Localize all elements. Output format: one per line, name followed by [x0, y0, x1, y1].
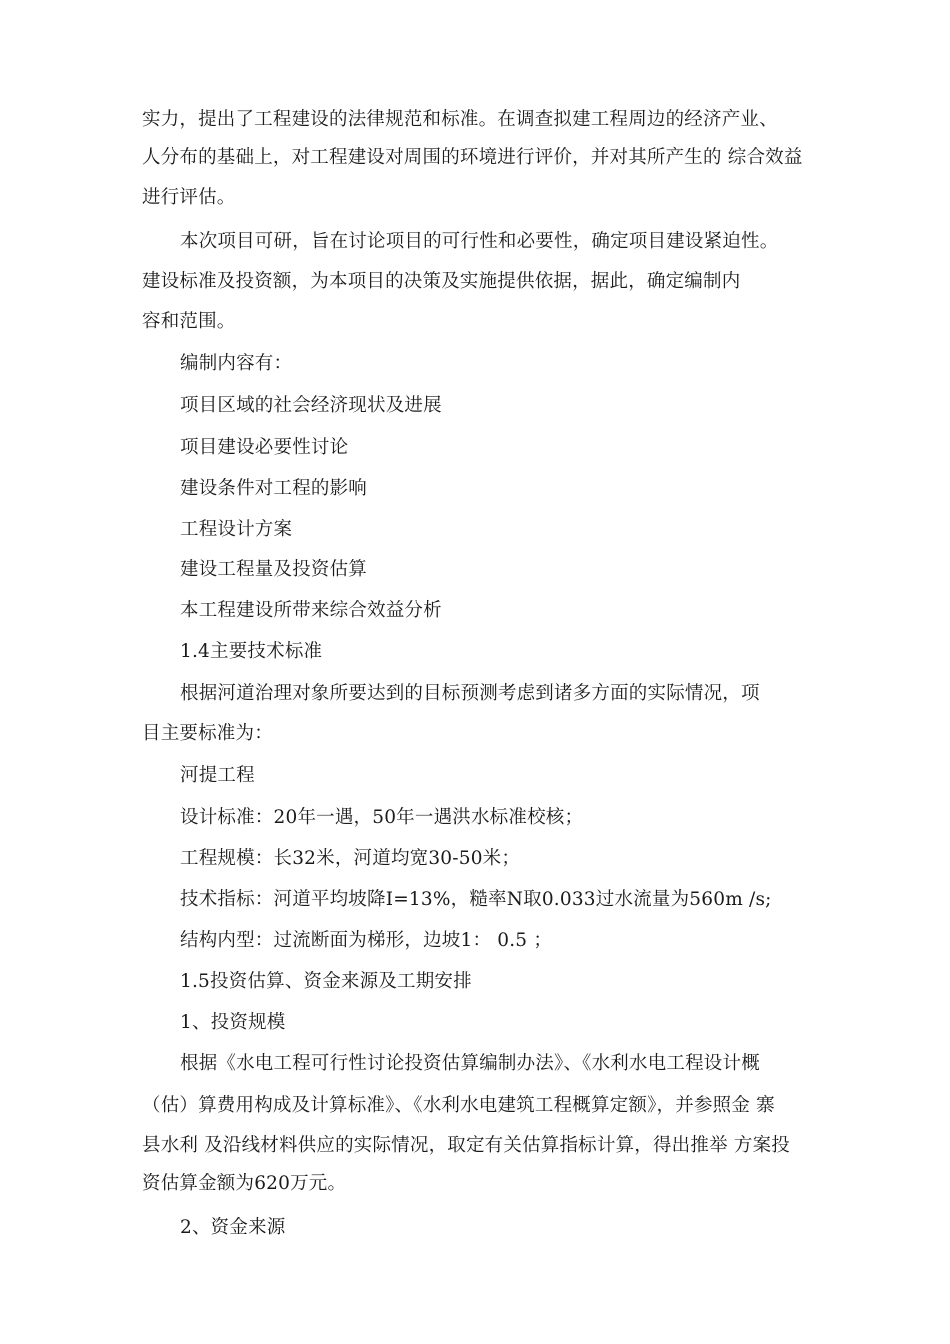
text-line: 本工程建设所带来综合效益分析: [180, 600, 442, 621]
section-heading: 1.5投资估算、资金来源及工期安排: [180, 971, 472, 992]
text-line: 资估算金额为620万元。: [142, 1173, 347, 1194]
text-line: 建设工程量及投资估算: [180, 559, 368, 580]
text-line: 人分布的基础上，对工程建设对周围的环境进行评价，并对其所产生的 综合效益: [142, 147, 803, 168]
text-line: 根据河道治理对象所要达到的目标预测考虑到诸多方面的实际情况，项: [180, 683, 760, 704]
text-line: 设计标准：20年一遇，50年一遇洪水标准校核；: [180, 807, 584, 828]
text-line: 建设条件对工程的影响: [180, 478, 368, 499]
text-line: 2、资金来源: [180, 1217, 286, 1238]
text-line: 项目区域的社会经济现状及进展: [180, 395, 442, 416]
text-line: 实力，提出了工程建设的法律规范和标准。在调查拟建工程周边的经济产业、: [142, 109, 778, 130]
text-line: 编制内容有：: [180, 353, 293, 374]
text-line: 1、投资规模: [180, 1012, 286, 1033]
text-line: 县水利 及沿线材料供应的实际情况，取定有关估算指标计算，得出推举 方案投: [142, 1135, 790, 1156]
text-line: 工程设计方案: [180, 519, 293, 540]
text-line: 进行评估。: [142, 187, 236, 208]
text-line: 结构内型：过流断面为梯形，边坡1： 0.5 ；: [180, 930, 553, 951]
text-line: 容和范围。: [142, 311, 236, 332]
text-line: 工程规模：长32米，河道均宽30-50米；: [180, 848, 521, 869]
text-line: 本次项目可研，旨在讨论项目的可行性和必要性，确定项目建设紧迫性。: [180, 231, 779, 252]
text-line: 根据《水电工程可行性讨论投资估算编制办法》、《水利水电工程设计概: [180, 1053, 760, 1074]
text-line: 建设标准及投资额，为本项目的决策及实施提供依据，据此，确定编制内: [142, 271, 741, 292]
text-line: 河提工程: [180, 765, 255, 786]
text-line: 技术指标：河道平均坡降I=13%，糙率N取0.033过水流量为560m /s;: [180, 889, 772, 910]
text-line: 项目建设必要性讨论: [180, 437, 349, 458]
text-line: 目主要标准为：: [142, 723, 273, 744]
section-heading: 1.4主要技术标准: [180, 641, 323, 662]
text-line: （估）算费用构成及计算标准》、《水利水电建筑工程概算定额》，并参照金 寨: [142, 1095, 775, 1116]
